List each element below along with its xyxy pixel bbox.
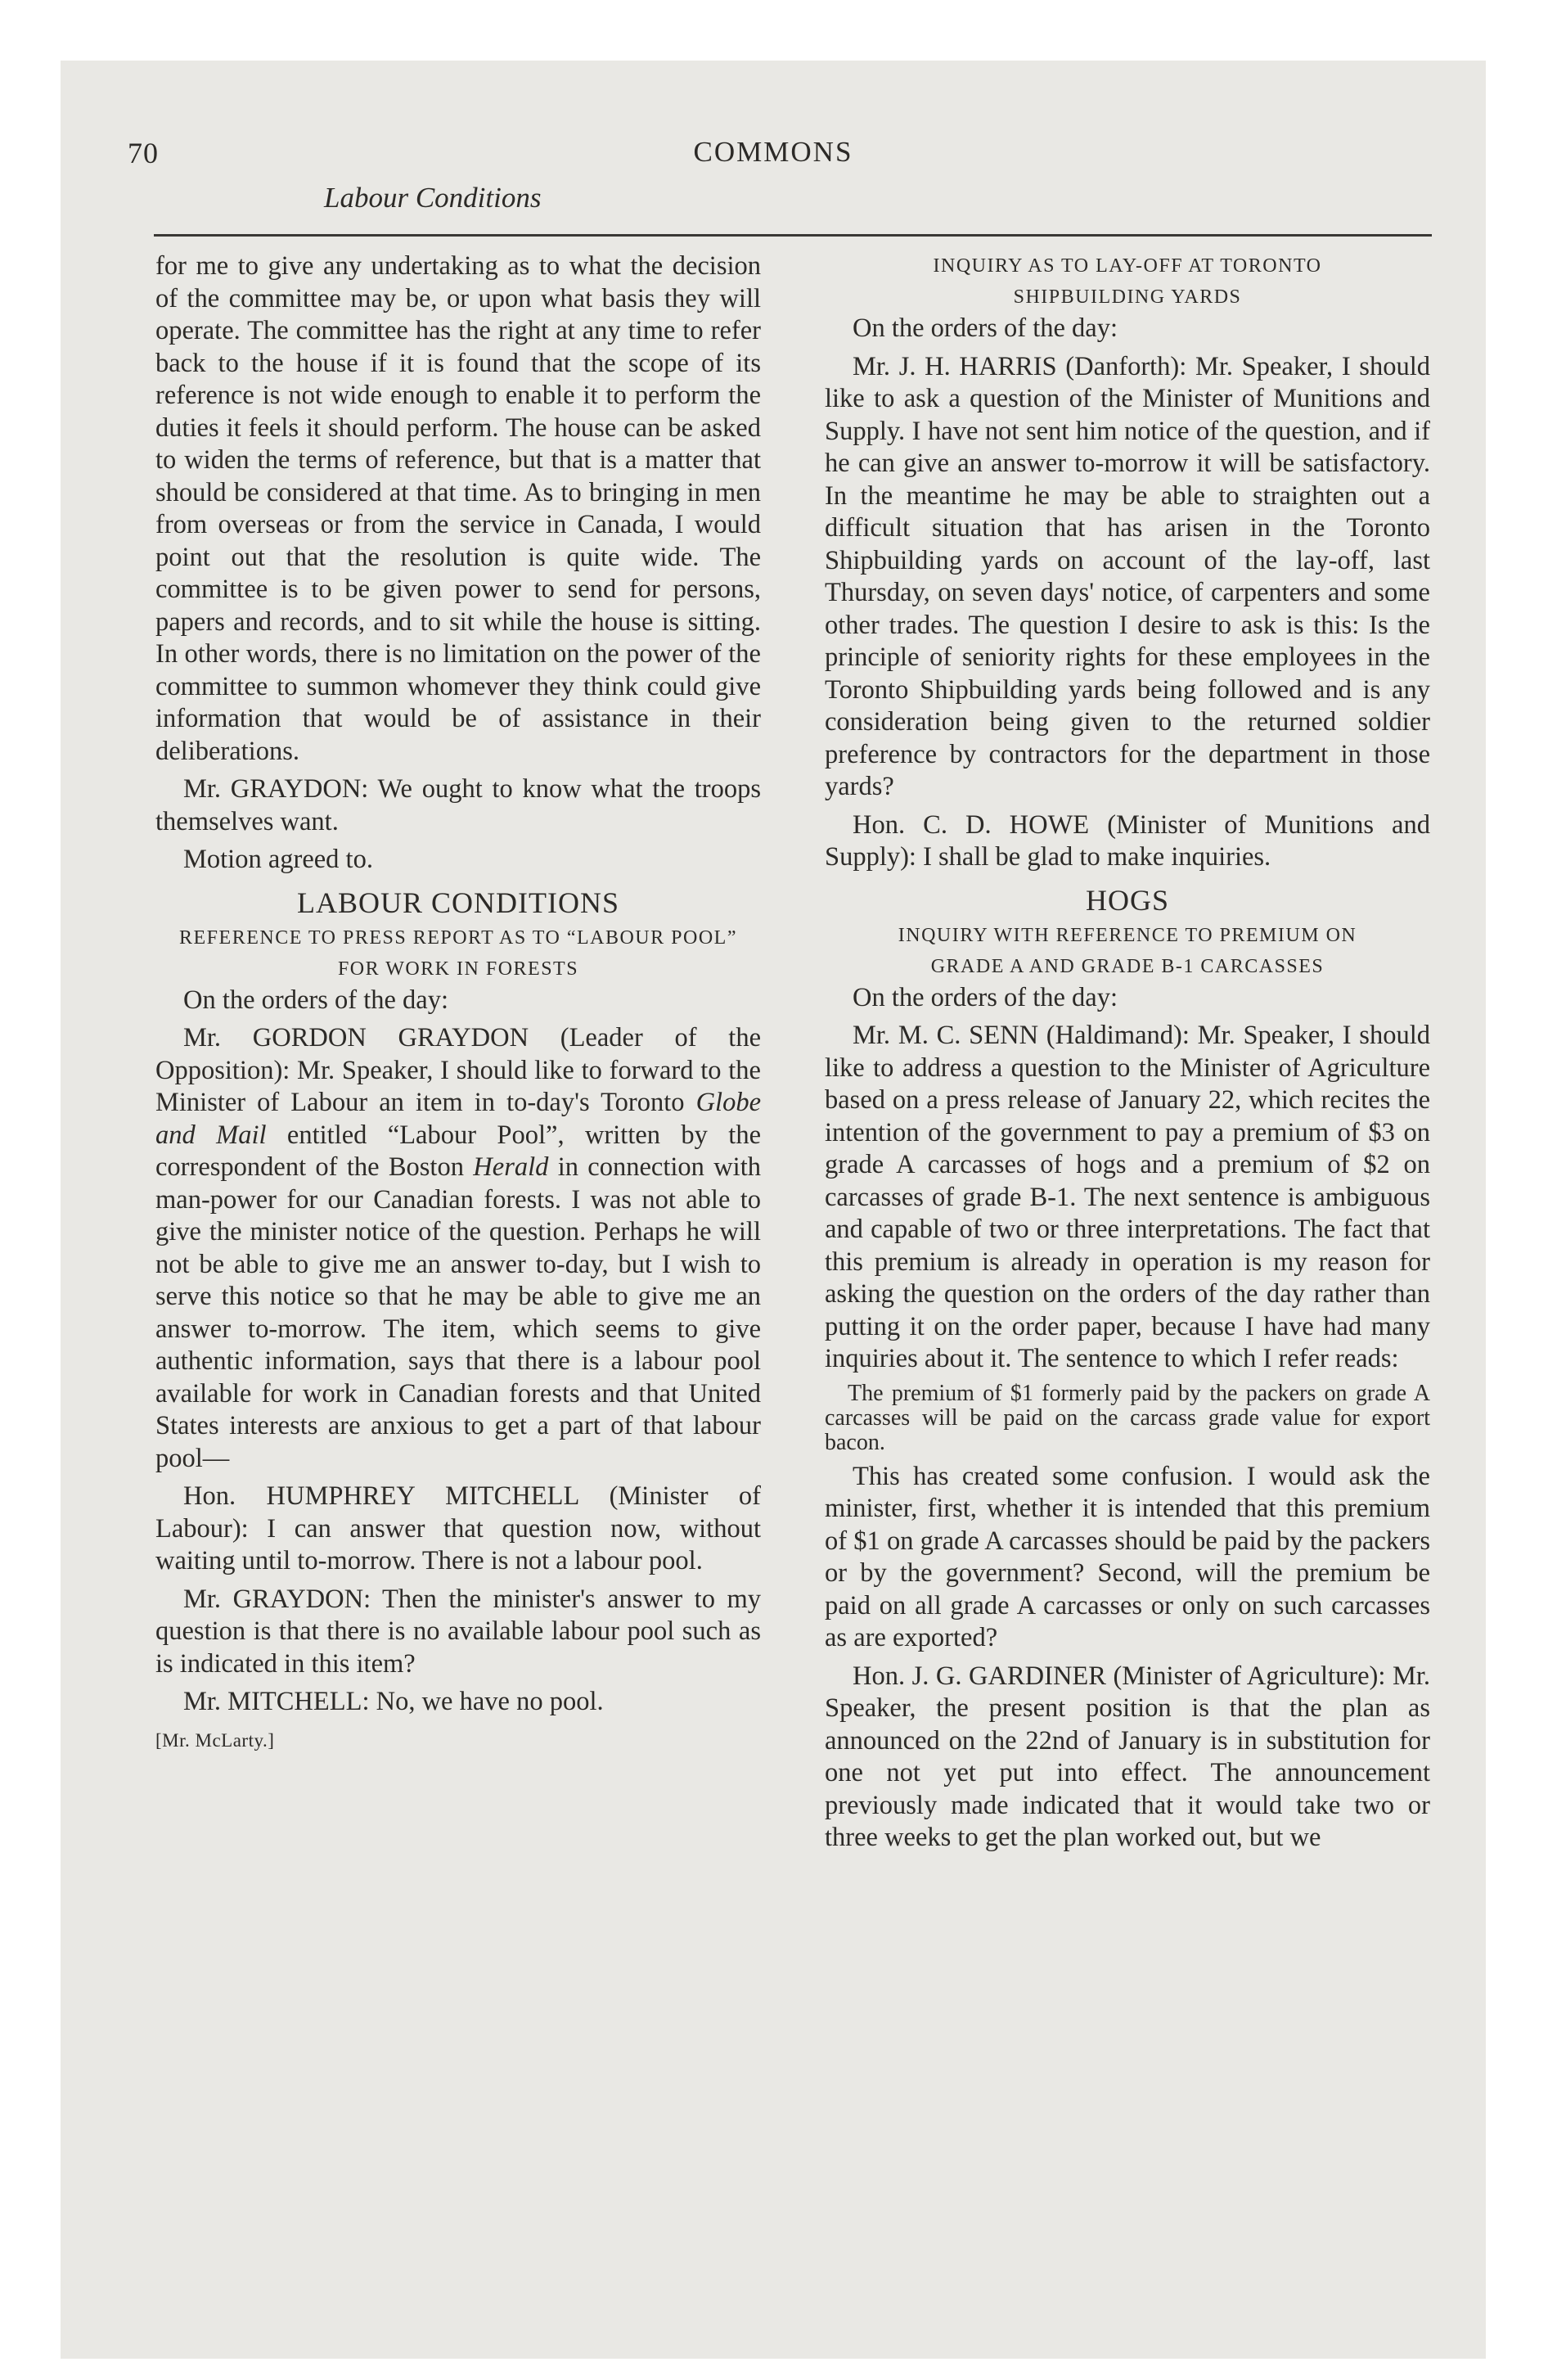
paragraph: Hon. J. G. GARDINER (Minister of Agriculture): Mr. Speaker, the present position is that the plan as announced on the 22nd of January is in substitution for one not yet put into effect. The announcement previously made indicated that it would take two or three weeks to get the plan worked out, but we [825, 1661, 1430, 1852]
subheading: REFERENCE TO PRESS REPORT AS TO “LABOUR POOL” [179, 926, 737, 949]
subheading: INQUIRY WITH REFERENCE TO PREMIUM ON [898, 924, 1357, 946]
paragraph: Hon. C. D. HOWE (Minister of Munitions and Supply): I shall be glad to make inquiries. [825, 809, 1430, 872]
running-head: COMMONS [693, 136, 853, 168]
page-number: 70 [128, 137, 159, 169]
document-page [61, 61, 1486, 2359]
newspaper-title: Herald [473, 1152, 549, 1182]
section-title: Labour Conditions [324, 182, 542, 214]
subheading: FOR WORK IN FORESTS [337, 958, 579, 980]
header-rule [154, 234, 1432, 237]
subheading: GRADE A AND GRADE B-1 CARCASSES [930, 955, 1325, 977]
paragraph: Mr. J. H. HARRIS (Danforth): Mr. Speaker, I should like to ask a question of the Minister of Munitions and Supply. I have not sent him notice of the question, and if he can give an answer to-morrow it will be satisfactory. In the meantime he may be able to straighten out a difficult situation that has arisen in the Toronto Shipbuilding yards on account of the lay-off, last Thursday, on seven days' notice, of carpenters and some other trades. The question I desire to ask is this: Is the principle of seniority rights for these employees in the Toronto Shipbuilding yards being followed and is any consideration being given to the returned soldier preference by contractors for the department in those yards? [825, 351, 1430, 801]
subheading: SHIPBUILDING YARDS [1013, 286, 1242, 308]
paragraph [155, 1022, 761, 1475]
paragraph: Hon. HUMPHREY MITCHELL (Minister of Labour): I can answer that question now, without waiting until to-morrow. There is not a labour pool. [155, 1481, 761, 1575]
paragraph: This has created some confusion. I would ask the minister, first, whether it is intended that this premium of $1 on grade A carcasses should be paid by the packers or by the government? Second, will the premium be paid on all grade A carcasses or only on such carcasses as are exported? [825, 1461, 1430, 1652]
paragraph: Mr. GRAYDON: Then the minister's answer to my question is that there is no available labour pool such as is indicated in this item? [155, 1584, 761, 1679]
speaker-footer: [Mr. McLarty.] [155, 1729, 275, 1751]
text-run: in connection with man-power for our Canadian forests. I was not able to give the minister notice of the question. Perhaps he will not be able to give me an answer to-day, but I wish to serve this notice so that he may be able to give me an answer to-morrow. The item, which seems to give authentic information, says that there is a labour pool available for work in Canadian forests and that United States interests are anxious to get a part of that labour pool— [155, 1152, 761, 1473]
orders-of-day: On the orders of the day: [183, 985, 449, 1015]
left-column [155, 250, 761, 1756]
orders-of-day: On the orders of the day: [853, 313, 1118, 343]
paragraph: Mr. GRAYDON: We ought to know what the troops themselves want. [155, 774, 761, 836]
paragraph: for me to give any undertaking as to what the decision of the committee may be, or upon what basis they will operate. The committee has the right at any time to refer back to the house if it is found that the scope of its reference is not wide enough to enable it to perform the duties it feels it should perform. The house can be asked to widen the terms of reference, but that is a matter that should be considered at that time. As to bringing in men from overseas or from the service in Canada, I would point out that the resolution is quite wide. The committee is to be given power to send for persons, papers and records, and to sit while the house is sitting. In other words, there is no limitation on the power of the committee to summon whomever they think could give information that would be of assistance in their deliberations. [155, 251, 761, 766]
text-run: entitled “Labour Pool”, written by the correspondent of the Boston [155, 1120, 761, 1182]
paragraph: Mr. M. C. SENN (Haldimand): Mr. Speaker, I should like to address a question to the Minister of Agriculture based on a press release of January 22, which recites the intention of the government to pay a premium of $3 on grade A carcasses of hogs and a premium of $2 on carcasses of grade B-1. The next sentence is ambiguous and capable of two or three interpretations. The fact that this premium is already in operation is my reason for asking the question on the orders of the day rather than putting it on the order paper, because I have had many inquiries about it. The sentence to which I refer reads: [825, 1021, 1430, 1373]
section-heading: HOGS [1085, 883, 1169, 917]
right-column [825, 250, 1430, 1860]
block-quote: The premium of $1 formerly paid by the packers on grade A carcasses will be paid on the carcass grade value for export bacon. [825, 1380, 1430, 1455]
newspaper-title: Globe and Mail [155, 1088, 761, 1150]
paragraph: Motion agreed to. [183, 845, 373, 874]
subheading: INQUIRY AS TO LAY-OFF AT TORONTO [933, 255, 1322, 277]
orders-of-day: On the orders of the day: [853, 982, 1118, 1012]
section-heading: LABOUR CONDITIONS [297, 886, 619, 919]
paragraph: Mr. MITCHELL: No, we have no pool. [183, 1687, 604, 1716]
text-run: Mr. GORDON GRAYDON (Leader of the Opposition): Mr. Speaker, I should like to forward to the Minister of Labour an item in to-day's Toronto [155, 1023, 761, 1117]
